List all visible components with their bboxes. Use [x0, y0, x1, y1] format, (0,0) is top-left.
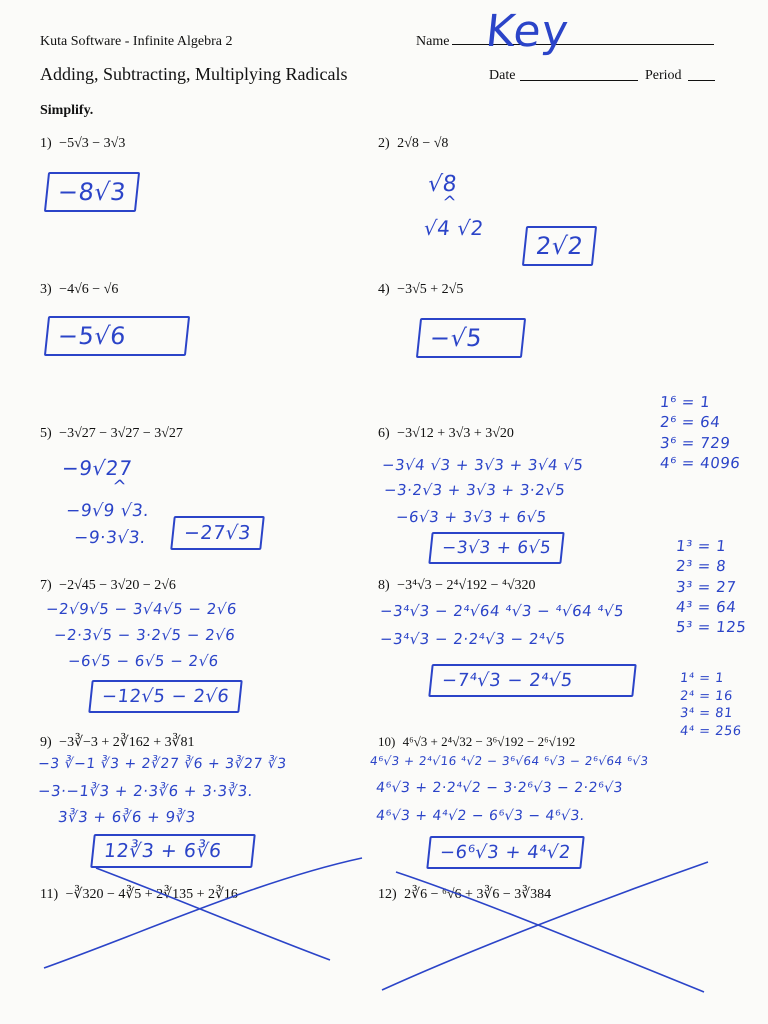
problem-9 [40, 734, 195, 751]
problem-number: 2) [378, 136, 390, 151]
problem-expression: −4√6 − √6 [59, 282, 119, 297]
problem-expression: −3√27 − 3√27 − 3√27 [59, 426, 183, 441]
work-6-line-2: −3·2√3 + 3√3 + 3·2√5 [383, 481, 567, 499]
name-value: Key [483, 6, 572, 57]
work-7-line-3: −6√5 − 6√5 − 2√6 [67, 652, 220, 670]
problem-number: 1) [40, 136, 52, 151]
problem-expression: −3√12 + 3√3 + 3√20 [397, 426, 514, 441]
page-title: Adding, Subtracting, Multiplying Radicals [40, 64, 348, 84]
power-fourth-item: 2⁴ = 16 [679, 688, 734, 704]
work-5-caret: ^ [110, 477, 128, 497]
work-2-line-2: √4 √2 [422, 216, 486, 240]
problem-number: 8) [378, 578, 390, 593]
crossout-stroke-11a [44, 858, 362, 968]
answer-1: −8√3 [44, 172, 140, 212]
answer-4: −√5 [416, 318, 526, 358]
work-8-line-2: −3⁴√3 − 2·2⁴√3 − 2⁴√5 [379, 630, 567, 648]
problem-7 [40, 578, 176, 594]
problem-number: 10) [378, 734, 396, 749]
powers-cube-list [676, 536, 746, 637]
problem-number: 12) [378, 887, 397, 902]
date-line [520, 80, 638, 81]
work-10-line-2: 4⁶√3 + 2·2⁴√2 − 3·2⁶√3 − 2·2⁶√3 [375, 780, 624, 796]
answer-3: −5√6 [44, 316, 190, 356]
instruction: Simplify. [40, 103, 94, 118]
period-line [688, 80, 715, 81]
power-cube-item: 4³ = 64 [675, 597, 738, 616]
power-fourth-item: 1⁴ = 1 [679, 671, 725, 686]
work-2-caret: ^ [440, 193, 458, 213]
work-10-line-3: 4⁶√3 + 4⁴√2 − 6⁶√3 − 4⁶√3. [375, 808, 586, 824]
problem-5 [40, 426, 183, 442]
power-cube-item: 5³ = 125 [675, 618, 748, 636]
problem-expression: −3∛−3 + 2∛162 + 3∛81 [59, 735, 195, 750]
crossout-stroke-12a [382, 862, 708, 990]
answer-6: −3√3 + 6√5 [428, 532, 565, 564]
problem-number: 6) [378, 426, 390, 441]
problem-expression: −3√5 + 2√5 [397, 282, 464, 297]
problem-number: 7) [40, 578, 52, 593]
work-6-line-3: −6√3 + 3√3 + 6√5 [395, 508, 548, 526]
answer-9: 12∛3 + 6∛6 [90, 834, 255, 868]
problem-number: 5) [40, 426, 52, 441]
problem-4 [378, 282, 463, 298]
problem-8 [378, 578, 536, 594]
power-cube-item: 1³ = 1 [675, 537, 728, 555]
problem-number: 9) [40, 735, 52, 750]
power-sixth-item: 1⁶ = 1 [659, 393, 712, 411]
problem-expression: 4⁶√3 + 2⁴√32 − 3⁶√192 − 2⁶√192 [402, 734, 576, 749]
work-5-line-1: −9√27 [60, 456, 134, 480]
power-cube-item: 3³ = 27 [675, 577, 738, 596]
problem-1 [40, 136, 125, 152]
powers-fourth-list [680, 670, 741, 740]
problem-expression: −2√45 − 3√20 − 2√6 [59, 578, 176, 593]
work-7-line-2: −2·3√5 − 3·2√5 − 2√6 [53, 626, 237, 644]
problem-number: 3) [40, 282, 52, 297]
power-sixth-item: 3⁶ = 729 [659, 433, 732, 452]
name-label: Name [416, 34, 450, 49]
problem-expression: 2√8 − √8 [397, 136, 449, 151]
answer-5: −27√3 [170, 516, 264, 550]
answer-7: −12√5 − 2√6 [88, 680, 243, 713]
answer-2: 2√2 [522, 226, 598, 266]
work-9-line-3: 3∛3 + 6∛6 + 9∛3 [57, 808, 197, 826]
power-cube-item: 2³ = 8 [675, 557, 728, 576]
problem-expression: −3⁴√3 − 2⁴√192 − ⁴√320 [397, 578, 536, 593]
problem-number: 11) [40, 887, 59, 902]
answer-10: −6⁶√3 + 4⁴√2 [426, 836, 584, 869]
work-7-line-1: −2√9√5 − 3√4√5 − 2√6 [45, 600, 238, 618]
power-sixth-item: 4⁶ = 4096 [659, 453, 742, 472]
problem-expression: −5√3 − 3√3 [59, 136, 126, 151]
period-label: Period [645, 68, 682, 83]
work-5-line-3: −9·3√3. [72, 528, 147, 548]
problem-12 [378, 886, 551, 903]
power-fourth-item: 3⁴ = 81 [679, 706, 734, 722]
answer-8: −7⁴√3 − 2⁴√5 [428, 664, 636, 697]
work-9-line-2: −3·−1∛3 + 2·3∛6 + 3·3∛3. [37, 782, 254, 800]
work-5-line-2: −9√9 √3. [64, 501, 151, 521]
date-label: Date [489, 68, 516, 83]
problem-6 [378, 426, 514, 442]
work-8-line-1: −3⁴√3 − 2⁴√64 ⁴√3 − ⁴√64 ⁴√5 [379, 602, 626, 620]
power-fourth-item: 4⁴ = 256 [679, 723, 743, 739]
problem-expression: −∛320 − 4∛5 + 2∛135 + 2∛16 [65, 887, 238, 902]
problem-10 [378, 734, 575, 750]
work-9-line-1: −3 ∛−1 ∛3 + 2∛27 ∛6 + 3∛27 ∛3 [37, 756, 288, 772]
problem-number: 4) [378, 282, 390, 297]
software-label: Kuta Software - Infinite Algebra 2 [40, 34, 233, 49]
work-10-line-1: 4⁶√3 + 2⁴√16 ⁴√2 − 3⁶√64 ⁶√3 − 2⁶√64 ⁶√3 [369, 754, 650, 768]
power-sixth-item: 2⁶ = 64 [659, 413, 722, 432]
problem-expression: 2∛6 − ⁶√6 + 3∛6 − 3∛384 [404, 887, 552, 902]
work-2-line-1: √8 [426, 172, 459, 197]
problem-2 [378, 136, 448, 152]
problem-11 [40, 886, 238, 903]
problem-3 [40, 282, 118, 298]
powers-sixth-list [660, 392, 740, 473]
crossout-stroke-11b [96, 868, 330, 960]
work-6-line-1: −3√4 √3 + 3√3 + 3√4 √5 [381, 456, 585, 474]
